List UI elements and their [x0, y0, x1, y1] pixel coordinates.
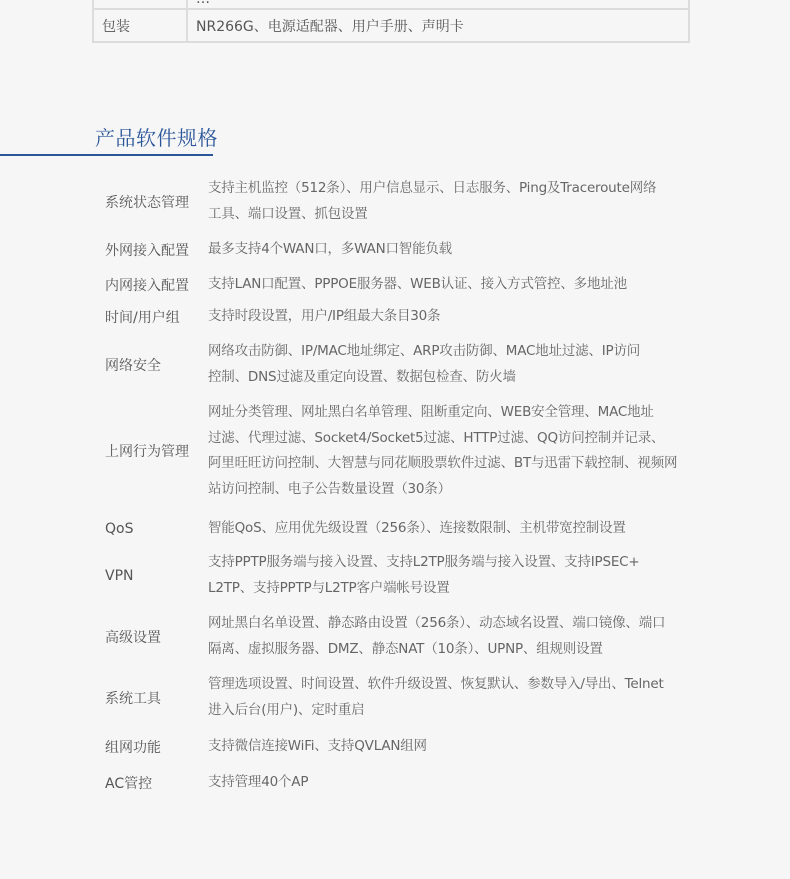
spec-value-line: 最多支持4个WAN口，多WAN口智能负载	[208, 241, 452, 257]
spec-value	[208, 611, 685, 662]
spec-row	[105, 272, 685, 298]
spec-key: 内网接入配置	[105, 277, 189, 294]
spec-row	[105, 304, 685, 330]
spec-value-line: 控制、DNS过滤及重定向设置、数据包检查、防火墙	[208, 368, 516, 385]
spec-value-line: 隔离、虚拟服务器、DMZ、静态NAT（10条）、UPNP、组规则设置	[208, 640, 603, 657]
spec-value-line: 网络攻击防御、IP/MAC地址绑定、ARP攻击防御、MAC地址过滤、IP访问	[208, 343, 641, 359]
spec-value	[208, 176, 685, 227]
spec-value	[208, 304, 685, 330]
spec-value	[208, 339, 685, 390]
spec-value-line: 支持PPTP服务端与接入设置、支持L2TP服务端与接入设置、支持IPSEC+	[208, 554, 640, 570]
spec-value	[208, 400, 685, 502]
spec-value	[208, 237, 685, 263]
spec-key: VPN	[105, 567, 134, 584]
hardware-value-cell: NR266G、电源适配器、用户手册、声明卡	[187, 9, 689, 42]
spec-key: 网络安全	[105, 357, 161, 374]
spec-row	[105, 611, 685, 662]
spec-value-line: 阿里旺旺访问控制、大智慧与同花顺股票软件过滤、BT与迅雷下载控制、视频网	[208, 455, 678, 471]
spec-row	[105, 550, 685, 601]
spec-row	[105, 237, 685, 263]
spec-value-line: 支持微信连接WiFi、支持QVLAN组网	[208, 738, 427, 754]
spec-key: 系统状态管理	[105, 194, 189, 211]
spec-value-line: 管理选项设置、时间设置、软件升级设置、恢复默认、参数导入/导出、Telnet	[208, 676, 664, 692]
spec-value-line: 过滤、代理过滤、Socket4/Socket5过滤、HTTP过滤、QQ访问控制并记录、	[208, 429, 665, 446]
spec-value-line: 站访问控制、电子公告数量设置（30条）	[208, 480, 451, 497]
spec-value	[208, 770, 685, 796]
spec-key: 时间/用户组	[105, 309, 180, 326]
spec-value	[208, 516, 685, 542]
spec-value	[208, 550, 685, 601]
spec-value-line: 支持主机监控（512条）、用户信息显示、日志服务、Ping及Traceroute网络	[208, 180, 657, 196]
spec-key: AC管控	[105, 775, 153, 792]
spec-key: 组网功能	[105, 739, 161, 756]
spec-value	[208, 734, 685, 760]
spec-key: QoS	[105, 520, 134, 537]
spec-row	[105, 672, 685, 723]
spec-value-line: 工具、端口设置、抓包设置	[208, 205, 368, 222]
spec-value-line: 支持管理40个AP	[208, 774, 309, 790]
spec-value-line: 智能QoS、应用优先级设置（256条）、连接数限制、主机带宽控制设置	[208, 520, 626, 536]
spec-row	[105, 176, 685, 227]
spec-row	[105, 339, 685, 390]
spec-value-line: 网址分类管理、网址黑白名单管理、阻断重定向、WEB安全管理、MAC地址	[208, 404, 654, 420]
spec-row	[105, 734, 685, 760]
spec-value-line: L2TP、支持PPTP与L2TP客户端帐号设置	[208, 579, 450, 596]
spec-value-line: 支持LAN口配置、PPPOE服务器、WEB认证、接入方式管控、多地址池	[208, 276, 627, 292]
spec-key: 外网接入配置	[105, 242, 189, 259]
spec-row	[105, 770, 685, 796]
section-title: 产品软件规格	[95, 126, 218, 150]
spec-value	[208, 272, 685, 298]
spec-key: 系统工具	[105, 690, 161, 707]
spec-value-line: 支持时段设置，用户/IP组最大条目30条	[208, 308, 441, 324]
spec-value	[208, 672, 685, 723]
hardware-key-cell: 包装	[93, 9, 187, 42]
spec-row	[105, 400, 685, 502]
spec-row	[105, 516, 685, 542]
spec-value-line: 进入后台(用户)、定时重启	[208, 701, 365, 718]
spec-key: 上网行为管理	[105, 444, 189, 460]
spec-key: 高级设置	[105, 629, 161, 646]
spec-value-line: 网址黑白名单设置、静态路由设置（256条）、动态域名设置、端口镜像、端口	[208, 615, 666, 631]
